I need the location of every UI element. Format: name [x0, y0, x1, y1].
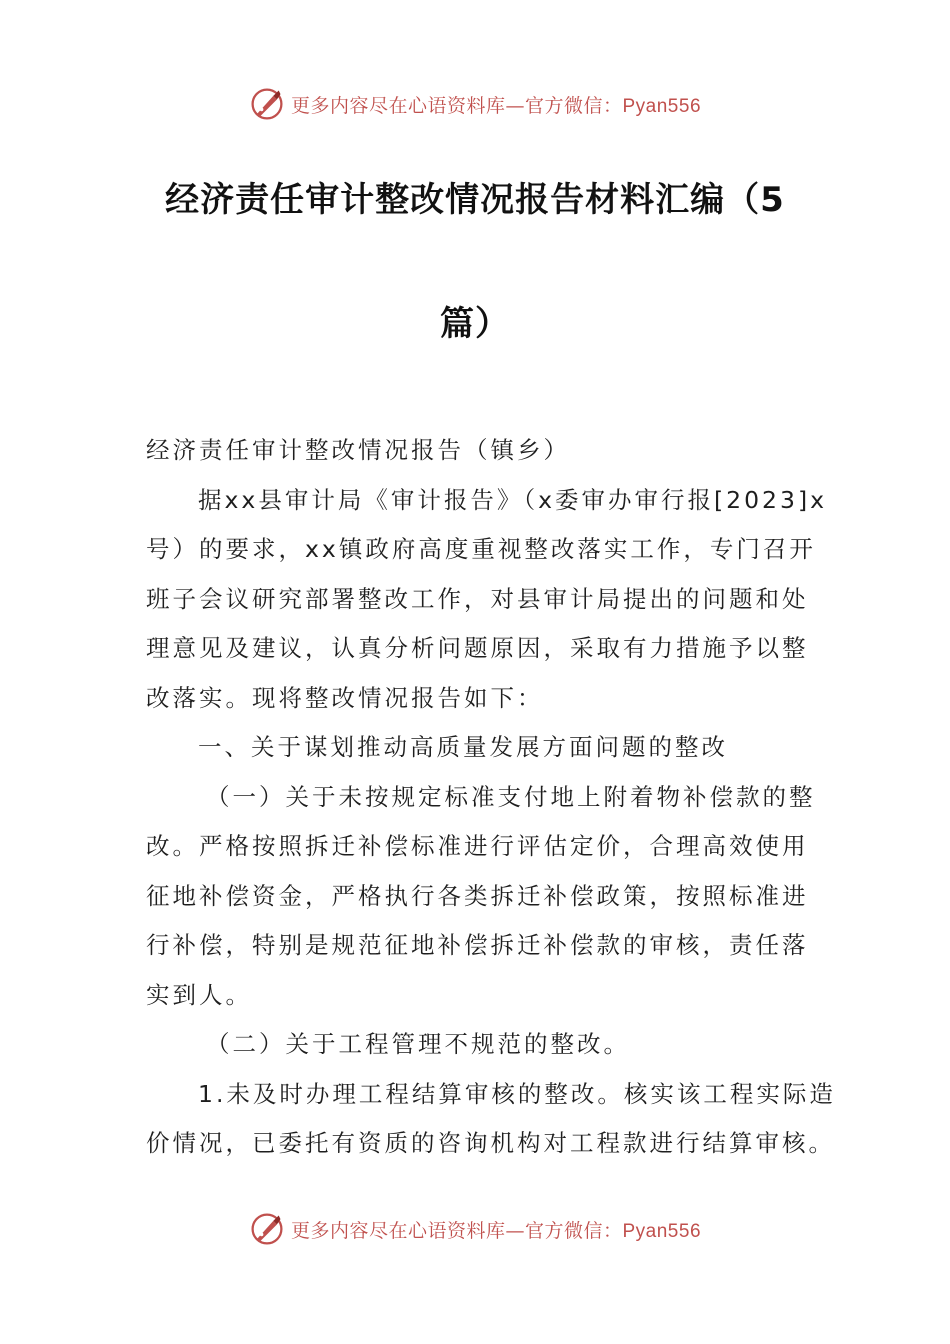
footer-banner-text [291, 1216, 701, 1243]
header-wechat-id: Pyan556 [622, 95, 702, 117]
document-title-line1: 经济责任审计整改情况报告材料汇编（5 [165, 180, 785, 220]
footer-separator: — [505, 1219, 525, 1242]
paragraph1-line5: 改落实。现将整改情况报告如下： [146, 683, 544, 712]
section1-heading: 一、关于谋划推动高质量发展方面问题的整改 [198, 733, 728, 761]
subsection1-line3: 征地补偿资金，严格执行各类拆迁补偿政策，按照标准进 [146, 881, 809, 910]
document-title-line2: 篇） [440, 304, 510, 344]
paragraph1-line4: 理意见及建议，认真分析问题原因，采取有力措施予以整 [146, 634, 809, 662]
subsection1-line1: （一）关于未按规定标准支付地上附着物补偿款的整 [206, 782, 816, 811]
subsection1-line4: 行补偿，特别是规范征地补偿拆迁补偿款的审核，责任落 [146, 931, 809, 959]
document-body [146, 426, 836, 1169]
paragraph1-line3: 班子会议研究部署整改工作，对县审计局提出的问题和处 [146, 584, 809, 613]
item1-line2: 价情况，已委托有资质的咨询机构对工程款进行结算审核。 [146, 1129, 835, 1157]
header-banner [0, 82, 950, 126]
item1-line1: 1.未及时办理工程结算审核的整改。核实该工程实际造 [198, 1079, 836, 1108]
footer-banner [0, 1207, 950, 1251]
header-wechat-label: 官方微信： [524, 94, 623, 117]
paragraph1-line2: 号）的要求，xx镇政府高度重视整改落实工作，专门召开 [146, 535, 816, 563]
header-brand-text: 更多内容尽在心语资料库 [290, 94, 506, 117]
header-banner-text [291, 91, 701, 118]
footer-brand-text: 更多内容尽在心语资料库 [290, 1219, 506, 1242]
footer-wechat-id: Pyan556 [622, 1220, 702, 1242]
header-separator: — [505, 94, 525, 117]
subsection1-line5: 实到人。 [146, 980, 252, 1009]
paragraph1-line1: 据xx县审计局《审计报告》（x委审办审行报[2023]x [198, 485, 828, 514]
subsection2-heading: （二）关于工程管理不规范的整改。 [206, 1030, 630, 1058]
document-subtitle: 经济责任审计整改情况报告（镇乡） [146, 436, 570, 464]
pen-nib-logo-icon [249, 1211, 285, 1247]
footer-wechat-label: 官方微信： [524, 1219, 623, 1242]
subsection1-line2: 改。严格按照拆迁补偿标准进行评估定价，合理高效使用 [146, 832, 809, 860]
pen-nib-logo-icon [249, 86, 285, 122]
